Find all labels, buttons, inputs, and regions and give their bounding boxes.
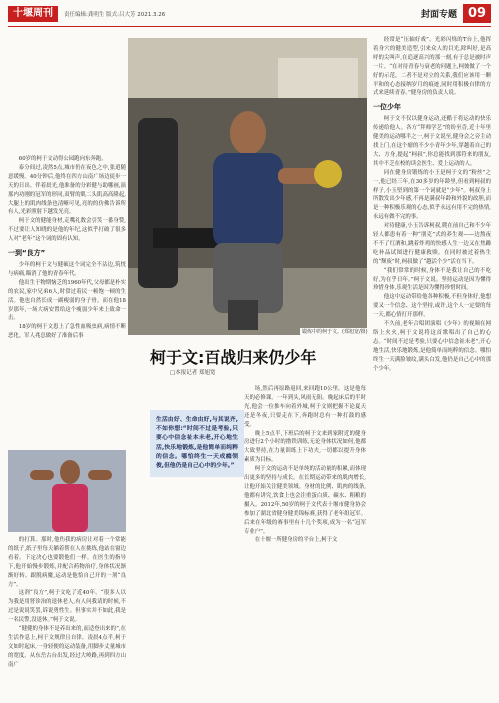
paragraph: “健健的身体不是养出来的,而适登出来的”,在生活作息上,柯于文规律且自律。凌晨4点半,柯于文如时起床,一身轻便的运动装备,用脚步丈量城市的宽度。从东岳古台出发,经过大岭路,再到四方山南广 — [8, 626, 126, 668]
article-headline: 柯于文:百战归来仍少年 — [150, 348, 317, 367]
header-rule — [8, 26, 491, 27]
editor-info: 责任编辑:龚明生 版式:吕大芳 2021.3.26 — [64, 12, 166, 18]
secondary-photo — [8, 450, 126, 532]
pull-quote: 生活由好、生命由好,与其说齐,不如你想:“时间不过是考验,只要心中信念祉本未老,开心地生活,快乐地锻炼,是他简单而纯粹的信念。哪怕终生一天成瘾领俊,但他仍是自己心中的少年。” — [150, 410, 244, 477]
paragraph: 18岁的柯于文患上了急性血吸虫病,病情不断恶化。军人兆总做好了准备后事 — [8, 324, 126, 340]
paragraph: 柯于文不仅以健身运动,还酷于将运动的快乐传递给他人。各方“拜师学艺”的纷至沓,近十年里健美的运动哪半之一,柯于文说至,健身会之旁主动找上门,在这个瘤的不少小青年少年,穿越着自己的大、方身,提起“柯叔”,你总能找到那符来的朋友,其中不乏在校的读会医生、爱上运动的人。 — [373, 116, 491, 167]
photo-caption: 锻炼中的柯于文。(郑旭宽/摄) — [302, 329, 368, 335]
paragraph: 同在健身房锻炼的小王是柯于文的“粉丝”之一,他已经三年,在30多岁的年龄里,但看到柯叔的样子,小玉堅到的第一个词就是“少年”。柯叔身上所散发出少年感,不再是满叔年龄和外貌的改胆,而是一种积极乐观的心态,似乎永远有用不完的热情,永远有做不完的事。 — [373, 169, 491, 221]
subheading: 一位少年 — [373, 103, 401, 112]
main-photo — [128, 38, 367, 335]
paragraph: 少年的柯于文与健硕这个词完全不沾边,筑恍与病痛,瞄消了他的青春年代。 — [8, 261, 126, 277]
paragraph: 经常是“压轴好戏”。光彩闪烁的T台上,他挥着身穴的健美造型,引来众人的目光,除叫好,是高呼的尖叫声,在追逐高兴的那一刻,有于总是被时声一片。“在对待青春与衰老的问题上,柯彼做了一个好的示范。二者不是对立的关系,我们应该用一颗平和的心态接纳岁月的痕迹,同时用积极自律的方式来延续青春。”健身房的负责人说。 — [373, 37, 491, 97]
byline: □本报记者 郑旭宽 — [170, 370, 216, 376]
subheading: 一到“良方” — [8, 249, 46, 258]
column-left-bottom — [8, 536, 126, 698]
paragraph: 这剂“良方”,柯于文吃了近40年。“很多人以为我是用肾诊治的退休老人,有人问我请的时候,不过是说说笑罢,诉说勇性生。但事实并不如此,我是一名民警,没退休。”柯于文说。 — [8, 590, 126, 624]
paragraph: 在十堰一所健身房的平台上,柯于文 — [254, 537, 338, 544]
paragraph: 泰分间过,凌然5点,城市仍在夜色之中,张逍随意缓慢。40分钟后,他终在四方山南广场边徒步一天的日出。伴着晨光,他准备的分彩健与助哪画,演那内功刚的冠军的形同,双臂的肌二头肌高高隆起,大腿上的肌肉线条也清晰可见,亮的的仿佛告诉所有人,光彩照射下越发光亮。 — [8, 164, 126, 216]
paragraph: 60岁的柯于文动得公园跑向东奔跑。 — [18, 156, 107, 162]
column-right — [373, 36, 491, 698]
paragraph: 他这中运动带给他各种积极,不但身体好,他想要又一个信念、这个坚持,或许,这个人一定要的每一天,都心情打开那样。 — [373, 294, 491, 319]
header-right — [421, 4, 491, 23]
paragraph: 对待健康,小玉告诉柯叔,爬在前自己和不少年轻人都患有着一种“朋克”式的养生观——边熬夜不不了红酒和,跳着炸鸡的快感人生一边又在焦躁吃补品试图进行健康救赎。在同时被过着热生的“颓废”时,柯叔做了“越活个少”活在当下。 — [373, 223, 491, 265]
header-left — [8, 6, 165, 22]
flexing-man-illustration — [8, 450, 126, 532]
paragraph: 晚上5点半,下班后的柯于文来到家附近的健身房进行2个小时的撸铁训练,无论身体状况如何,他都大致坚持,在力量训练上下功夫,一切都以提升身体素质为目标。 — [244, 430, 366, 464]
gym-man-illustration — [128, 38, 367, 335]
column-middle — [244, 385, 366, 698]
paragraph: 柯于文的运动不是单纯的活动量的积累,而体现出更多的坚持与成长。在长期运动带来的肌肉增长,让他开始关注健美领域。身材的比例、肌肉的线条,他都有讲究,饮食上也会注重蛋白质、碳水、粗粮的摄入。2012年,50岁的柯于文代表十堰市健身协会参加了湖北省健身健美锦标赛,获得了老年组冠军。后来在年级的赛事里有十几个奖项,成为一名“冠军专业户”。 — [244, 466, 366, 535]
paragraph: 他出生于物期恼乏的1960年代,父母都是朴实的农民,家中兄弟6人,时常过着民一顿饱一顿的生活。他也自然长成一副瘦弱的身子骨。而在他18岁那年,一场大病安置给这个瘦弱少年来上致命一击。 — [8, 279, 126, 322]
paragraph: 柯于文的健能身材,走嘴礼数会引笑一番身赞,不过要让人知晓的是他的年纪,这似乎打破了很多人对“老年”这个词的固有认知。 — [8, 218, 126, 243]
paragraph: 的打算。那时,他伤我的病房让对着一个常能的纸子,纸子里每天躺着帮在人在挑练,他站在窗边看着。下定决心也要锻他们一样。在医生的指导下,他开始慢步锻炼,并配合药物治疗,身体状况渐渐好转。跟脱病魔,运动是他恰自己开的一剂“良方”。 — [8, 537, 126, 588]
page-number: 09 — [463, 4, 491, 23]
newspaper-logo: 十堰周刊 — [8, 6, 58, 22]
paragraph: 场,然后再原路返回,来回跑10公里。这是他每天的必修课。一年到头,风雨无阻。晚起床后的半时光,他会一位推车向着外城,柯于文则把握不论夏天还是冬夜,只要走在下,奔跑时总有一种打鼓的感受。 — [244, 386, 366, 428]
column-left-top — [8, 155, 126, 447]
paragraph: “我们常常的时候,身体不是我让自己的不吃好,为在乎日年。”柯于文说。坚持运动是因为懂得珍惜身体,乐观生活是因为懂得珍惜时间。 — [373, 267, 491, 292]
paragraph: 不久前,老年合唱团演唱《少年》的视频在网络上火火,柯于文说将这首歌唱出了自己的心志。“时间不过是考验,只要心中信念祉未老”,开心地生活,快乐地锻炼,是他简单而纯粹的信念。哪怕终生一天满脸皱纹,满头白发,他仍是自己心中的那个少年。 — [373, 321, 491, 372]
section-name: 封面专题 — [420, 10, 457, 20]
